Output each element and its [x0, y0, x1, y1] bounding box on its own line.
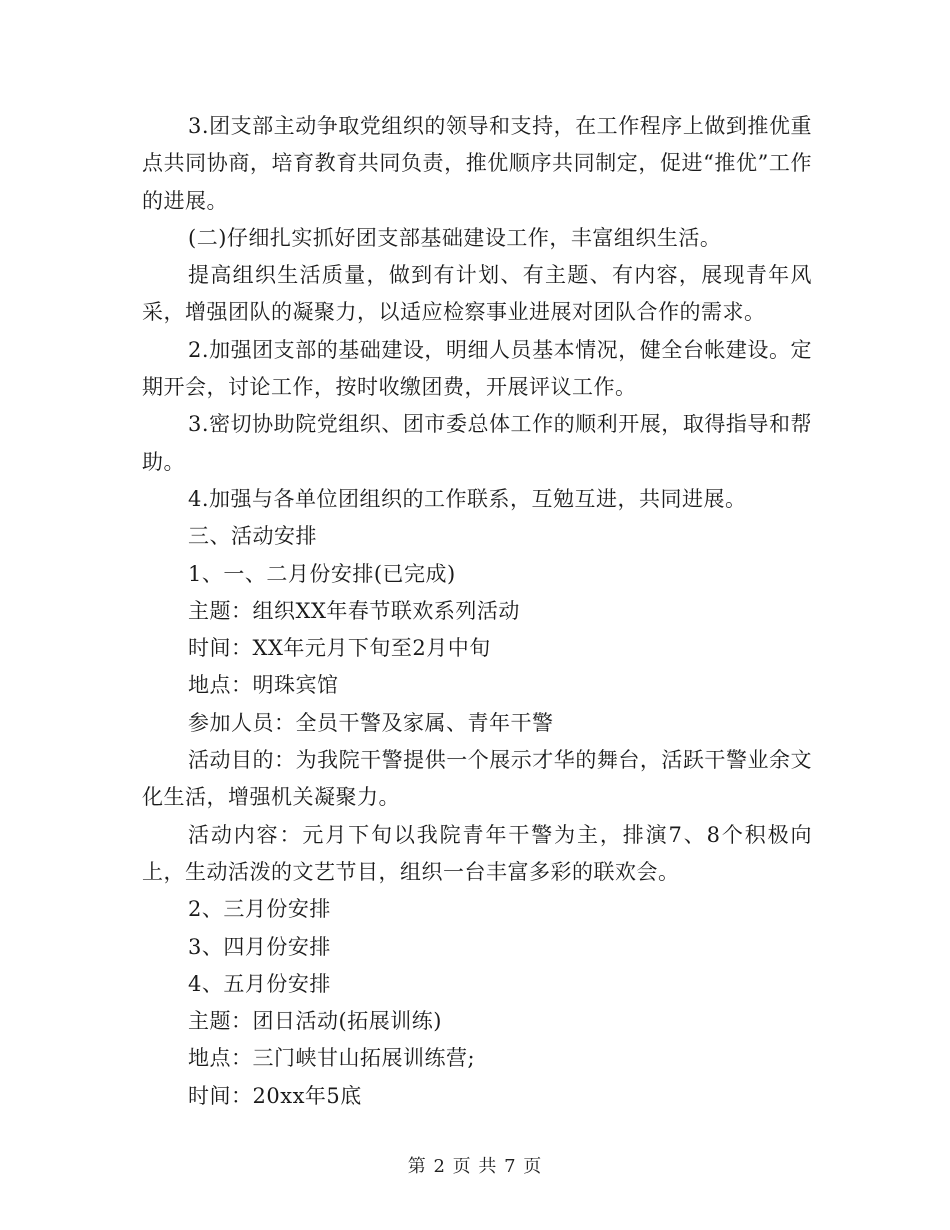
- paragraph: 3.团支部主动争取党组织的领导和支持，在工作程序上做到推优重点共同协商，培育教育共同负责，推优顺序共同制定，促进“推优”工作的进展。: [142, 114, 812, 213]
- paragraph: 地点：三门峡甘山拓展训练营;: [188, 1046, 476, 1071]
- paragraph: 主题：组织XX年春节联欢系列活动: [188, 598, 520, 623]
- paragraph: 4.加强与各单位团组织的工作联系，互勉互进，共同进展。: [188, 486, 747, 511]
- paragraph: 时间：XX年元月下旬至2月中旬: [188, 636, 491, 661]
- paragraph: 活动内容：元月下旬以我院青年干警为主，排演7、8个积极向上，生动活泼的文艺节目，组织一台丰富多彩的联欢会。: [142, 822, 812, 884]
- paragraph: 主题：团日活动(拓展训练): [188, 1009, 442, 1034]
- section-heading: 三、活动安排: [188, 524, 317, 549]
- paragraph: 3.密切协助院党组织、团市委总体工作的顺利开展，取得指导和帮助。: [142, 412, 812, 474]
- paragraph: 参加人员：全员干警及家属、青年干警: [188, 710, 554, 735]
- paragraph: 活动目的：为我院干警提供一个展示才华的舞台，活跃干警业余文化生活，增强机关凝聚力。: [142, 748, 812, 810]
- paragraph: 时间：20xx年5底: [188, 1083, 362, 1108]
- paragraph: 2、三月份安排: [188, 897, 331, 922]
- document-body: [142, 108, 812, 1115]
- page-footer: [0, 1152, 950, 1178]
- paragraph: 2.加强团支部的基础建设，明细人员基本情况，健全台帐建设。定期开会，讨论工作，按时收缴团费，开展评议工作。: [142, 337, 812, 400]
- paragraph: 1、一、二月份安排(已完成): [188, 561, 456, 586]
- paragraph: (二)仔细扎实抓好团支部基础建设工作，丰富组织生活。: [188, 225, 722, 250]
- paragraph: 地点：明珠宾馆: [188, 673, 339, 698]
- paragraph: 3、四月份安排: [188, 934, 331, 959]
- page-number: 第 2 页 共 7 页: [407, 1156, 543, 1177]
- paragraph: 提高组织生活质量，做到有计划、有主题、有内容，展现青年风采，增强团队的凝聚力，以适应检察事业进展对团队合作的需求。: [142, 263, 812, 325]
- paragraph: 4、五月份安排: [188, 971, 331, 996]
